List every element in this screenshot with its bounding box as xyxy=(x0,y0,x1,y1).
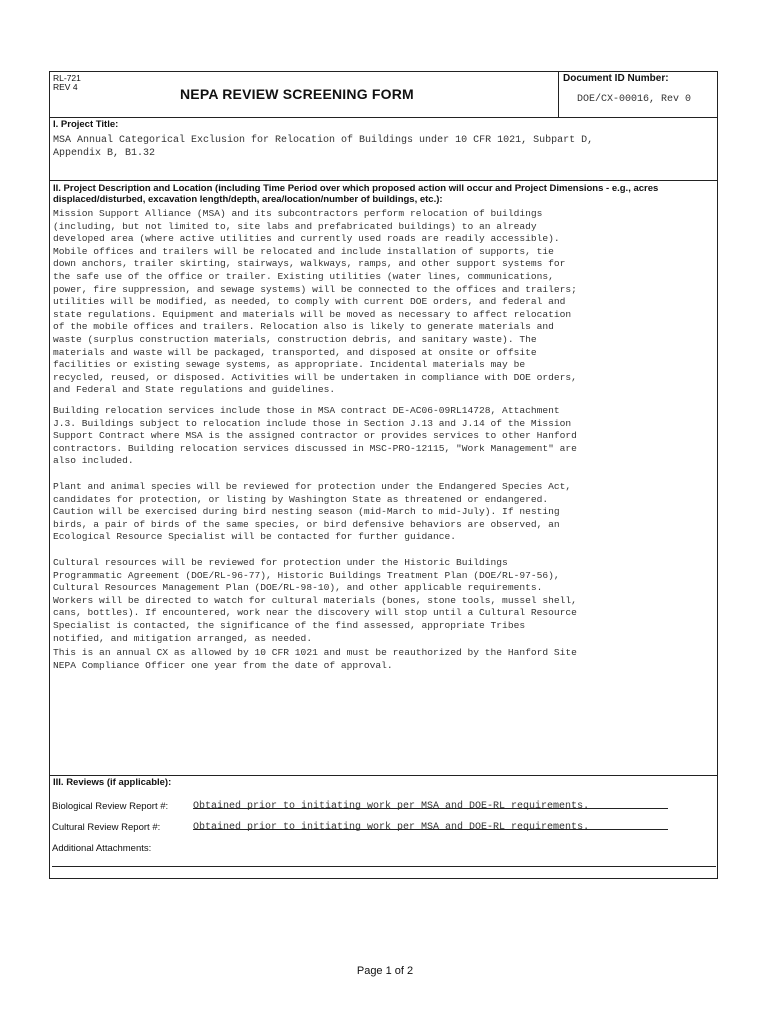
form-revision: REV 4 xyxy=(53,82,78,92)
project-title-text: MSA Annual Categorical Exclusion for Relocation of Buildings under 10 CFR 1021, Subpart D, Appendix B, B1.32 xyxy=(53,135,594,159)
cultural-review-value: Obtained prior to initiating work per MSA and DOE-RL requirements. xyxy=(193,822,590,833)
project-description-label: II. Project Description and Location (including Time Period over which proposed action will occur and Project Dimensions - e.g., acres displaced/disturbed, excavation length/depth, area/location/number of buildings, etc.): xyxy=(53,183,659,205)
section-project-description xyxy=(50,180,717,776)
reviews-label: III. Reviews (if applicable): xyxy=(53,777,172,788)
cultural-review-label: Cultural Review Report #: xyxy=(52,822,161,833)
biological-review-value: Obtained prior to initiating work per MSA and DOE-RL requirements. xyxy=(193,801,590,812)
form-title: NEPA REVIEW SCREENING FORM xyxy=(180,86,414,102)
biological-review-label: Biological Review Report #: xyxy=(52,801,169,812)
document-id-value: DOE/CX-00016, Rev 0 xyxy=(577,94,692,105)
page-number: Page 1 of 2 xyxy=(356,965,414,977)
section-project-title xyxy=(50,117,717,181)
description-paragraph: This is an annual CX as allowed by 10 CFR 1021 and must be reauthorized by the Hanford Site NEPA Compliance Officer one year from the date of approval. xyxy=(53,647,577,671)
attachments-line xyxy=(52,866,716,867)
additional-attachments-label: Additional Attachments: xyxy=(52,843,152,854)
form-code xyxy=(53,74,81,92)
project-title-label: I. Project Title: xyxy=(53,119,119,130)
form-code-number: RL-721 xyxy=(53,73,81,83)
description-paragraph: Building relocation services include those in MSA contract DE-AC06-09RL14728, Attachment J.3. Buildings subject to relocation include those in Section J.13 and J.14 of the Mission Support Contract where MSA is the assigned contractor or provides services to other Hanford contractors. Building relocation services discussed in MSC-PRO-12115, "Work Management" are also included. xyxy=(53,405,577,467)
spacer xyxy=(49,818,50,819)
description-paragraph: Mission Support Alliance (MSA) and its subcontractors perform relocation of buildings (including, but not limited to, site labs and prefabricated buildings) to an already developed area (where active utilities and currently used roads are readily accessible). Mobile offices and trailers will be relocated and include installation of supports, tie down anchors, trailer skirting, stairways, walkways, ramps, and other support systems for the safe use of the office or trailer. Existing utilities (water lines, communications, power, fire suppression, and sewage systems) will be connected to the offices and trailers; utilities will be modified, as needed, to comply with current DOE orders, and federal and state regulations. Equipment and materials will be moved as necessary to affect relocation of the mobile offices and trailers. Relocation also is likely to generate materials and waste (surplus construction materials, construction debris, and sanitary waste). The materials and waste will be packaged, transported, and disposed at onsite or offsite facilities or existing sewage systems, as appropriate. Incidental materials may be recycled, reused, or disposed. Activities will be undertaken in compliance with DOE orders, and Federal and State regulations and guidelines. xyxy=(53,208,577,396)
biological-review-row xyxy=(52,796,168,814)
additional-attachments-row xyxy=(52,838,151,856)
nepa-form xyxy=(49,71,718,879)
document-id-label: Document ID Number: xyxy=(563,73,669,84)
biological-review-line xyxy=(193,795,668,812)
description-paragraph: Plant and animal species will be reviewed for protection under the Endangered Species Act, candidates for protection, or listing by Washington State as threatened or endangered. Caution will be exercised during bird nesting season (mid-March to mid-July). If nesting birds, a pair of birds of the same species, or bird defensive behaviors are observed, an Ecological Resource Specialist will be contacted for further guidance. xyxy=(53,481,572,543)
cultural-review-row xyxy=(52,817,160,835)
form-header xyxy=(50,72,717,118)
cultural-review-line xyxy=(193,816,668,833)
document-id-box xyxy=(558,72,718,117)
description-paragraph: Cultural resources will be reviewed for protection under the Historic Buildings Programmatic Agreement (DOE/RL-96-77), Historic Buildings Treatment Plan (DOE/RL-97-56), Cultural Resources Management Plan (DOE/RL-98-10), and other applicable requirements. Workers will be directed to watch for cultural materials (bones, stone tools, mussel shell, cans, bottles). If encountered, work near the discovery will stop until a Cultural Resource Specialist is contacted, the significance of the find assessed, appropriate Tribes notified, and mitigation arranged, as needed. xyxy=(53,557,577,644)
